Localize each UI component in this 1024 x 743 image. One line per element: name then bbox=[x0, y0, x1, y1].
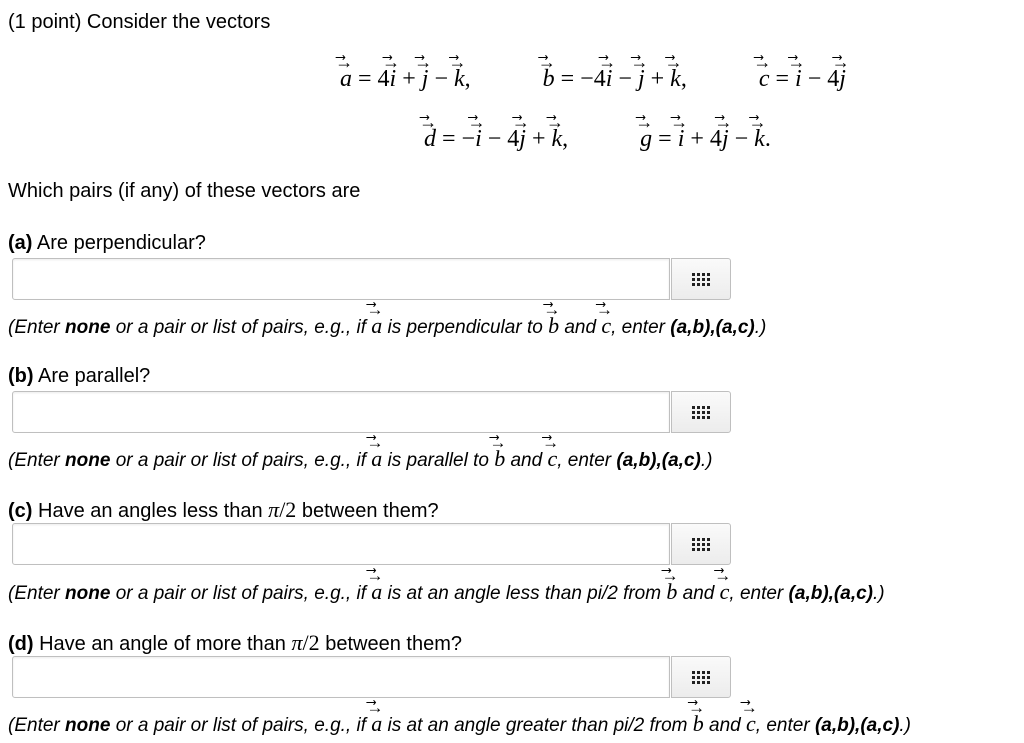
problem-intro: (1 point) Consider the vectors bbox=[8, 11, 271, 33]
answer-row-b bbox=[12, 391, 732, 435]
matrix-button-c[interactable] bbox=[671, 523, 731, 565]
answer-input-d[interactable] bbox=[12, 656, 670, 698]
question-d-label: (d) Have an angle of more than π/2 between them? bbox=[8, 630, 462, 655]
equation-g-text: = ⃗ i → + 4⃗ j → − ⃗ k → . bbox=[658, 126, 771, 152]
matrix-button-a[interactable] bbox=[671, 258, 731, 300]
vector-g-symbol: ⃗ g → bbox=[640, 126, 652, 153]
hint-a: (Enter none or a pair or list of pairs, e.g., if ⃗ a → is perpendicular to ⃗ b → and ⃗ c → , enter (a,b),(a,c).) bbox=[8, 313, 766, 339]
answer-row-d bbox=[12, 656, 732, 700]
answer-row-c bbox=[12, 523, 732, 567]
equation-line-1 bbox=[335, 52, 850, 93]
question-b-label: (b) Are parallel? bbox=[8, 365, 151, 387]
vector-a-symbol: ⃗ a → bbox=[340, 66, 352, 93]
grid-matrix-icon bbox=[692, 671, 710, 684]
equation-a-text: = 4⃗ i → + ⃗ j → − ⃗ k → , bbox=[358, 66, 471, 92]
grid-matrix-icon bbox=[692, 538, 710, 551]
vector-b-symbol: ⃗ b → bbox=[543, 66, 555, 93]
equation-d-text: = −⃗ i → − 4⃗ j → + ⃗ k → , bbox=[442, 126, 568, 152]
equation-line-2 bbox=[419, 112, 771, 153]
matrix-button-b[interactable] bbox=[671, 391, 731, 433]
answer-input-a[interactable] bbox=[12, 258, 670, 300]
equation-b-text: = −4⃗ i → − ⃗ j → + ⃗ k → , bbox=[561, 66, 687, 92]
answer-row-a bbox=[12, 258, 732, 302]
question-c-label: (c) Have an angles less than π/2 between them? bbox=[8, 497, 439, 522]
answer-input-b[interactable] bbox=[12, 391, 670, 433]
equation-c-text: = ⃗ i → − 4⃗ j → bbox=[775, 66, 845, 92]
grid-matrix-icon bbox=[692, 406, 710, 419]
matrix-button-d[interactable] bbox=[671, 656, 731, 698]
vector-d-symbol: ⃗ d → bbox=[424, 126, 436, 153]
hint-b: (Enter none or a pair or list of pairs, e.g., if ⃗ a → is parallel to ⃗ b → and ⃗ c → , enter (a,b),(a,c).) bbox=[8, 446, 712, 472]
vector-c-symbol: ⃗ c → bbox=[759, 66, 770, 93]
hint-d: (Enter none or a pair or list of pairs, e.g., if ⃗ a → is at an angle greater than pi/2 from ⃗ b → and ⃗ c → , enter (a,b),(a,c).) bbox=[8, 711, 911, 737]
question-a-label: (a) Are perpendicular? bbox=[8, 232, 206, 254]
hint-c: (Enter none or a pair or list of pairs, e.g., if ⃗ a → is at an angle less than pi/2 from ⃗ b → and ⃗ c → , enter (a,b),(a,c).) bbox=[8, 579, 885, 605]
prompt-text: Which pairs (if any) of these vectors are bbox=[8, 180, 361, 202]
answer-input-c[interactable] bbox=[12, 523, 670, 565]
grid-matrix-icon bbox=[692, 273, 710, 286]
